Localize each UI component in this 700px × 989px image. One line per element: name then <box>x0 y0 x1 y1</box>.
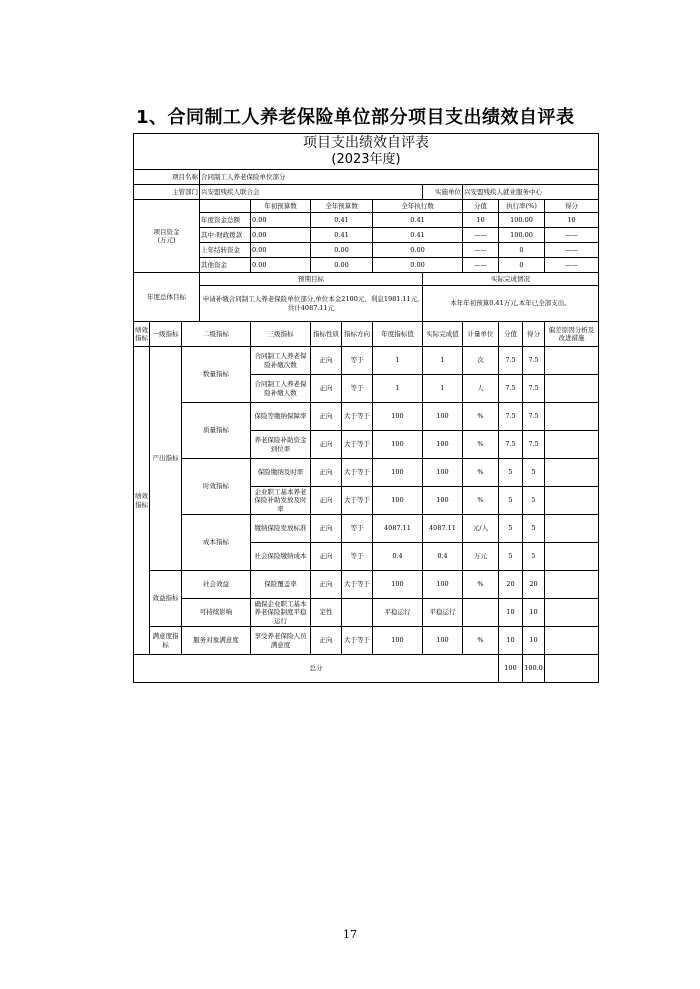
social-label: 社会效益 <box>182 571 251 599</box>
row-actual: 平稳运行 <box>423 599 463 627</box>
row-unit: 人 <box>463 375 499 403</box>
row-target: 1 <box>373 375 423 403</box>
row-nature: 定性 <box>311 599 342 627</box>
funds-header-score-val: 分值 <box>463 200 499 213</box>
row-unit: 万元 <box>463 543 499 571</box>
row-target: 1 <box>373 347 423 375</box>
funds-row-rate: 100.00 <box>499 228 545 243</box>
table-row <box>134 515 599 543</box>
row-direction: 等于 <box>342 515 373 543</box>
funds-row-annual: 0.41 <box>311 228 373 243</box>
funds-row-executed: 0.00 <box>373 243 463 258</box>
ind-header-level3: 三级指标 <box>251 322 311 347</box>
row-deviation <box>545 487 599 515</box>
actual-text: 本年年初预算0.41万元,本年已全部支出。 <box>423 286 599 322</box>
row-direction: 大于等于 <box>342 487 373 515</box>
row-score-val: 10 <box>499 599 523 627</box>
row-nature: 正向 <box>311 347 342 375</box>
funds-row-initial: 0.00 <box>251 243 311 258</box>
funds-row-annual: 0.41 <box>311 213 373 228</box>
funds-row-score: —— <box>545 258 599 273</box>
impl-value: 兴安盟残疾人就业服务中心 <box>463 185 599 200</box>
row-nature: 正向 <box>311 543 342 571</box>
row-target: 100 <box>373 431 423 459</box>
row-name: 享受养老保险人员满意度 <box>251 627 311 655</box>
row-score-val: 5 <box>499 515 523 543</box>
row-actual: 100 <box>423 403 463 431</box>
row-name: 合同制工人养老保险补缴人数 <box>251 375 311 403</box>
funds-row-initial: 0.00 <box>251 213 311 228</box>
row-deviation <box>545 347 599 375</box>
row-name: 养老保险补助资金到位率 <box>251 431 311 459</box>
funds-row-score: —— <box>545 243 599 258</box>
row-actual: 100 <box>423 459 463 487</box>
row-score: 10 <box>523 599 545 627</box>
row-direction: 大于等于 <box>342 431 373 459</box>
row-name: 合同制工人养老保险补缴次数 <box>251 347 311 375</box>
table-row <box>134 403 599 431</box>
row-score: 10 <box>523 627 545 655</box>
row-actual: 100 <box>423 571 463 599</box>
row-score: 7.5 <box>523 403 545 431</box>
funds-row-label: 上年结转资金 <box>200 243 251 258</box>
table-row <box>134 599 599 627</box>
funds-row-rate: 0 <box>499 258 545 273</box>
dept-label: 主管部门 <box>134 185 200 200</box>
row-direction: 等于 <box>342 347 373 375</box>
row-actual: 100 <box>423 627 463 655</box>
row-score-val: 5 <box>499 543 523 571</box>
funds-row-label: 其中:财政拨款 <box>200 228 251 243</box>
row-deviation <box>545 515 599 543</box>
project-name: 合同制工人养老保险单位部分 <box>200 170 599 185</box>
funds-row-annual: 0.00 <box>311 258 373 273</box>
row-deviation <box>545 431 599 459</box>
funds-header-score: 得分 <box>545 200 599 213</box>
sustain-label: 可持续影响 <box>182 599 251 627</box>
row-direction: 大于等于 <box>342 627 373 655</box>
funds-row <box>134 243 599 258</box>
row-direction <box>342 599 373 627</box>
funds-header-initial: 年初预算数 <box>251 200 311 213</box>
row-nature: 正向 <box>311 571 342 599</box>
table-subtitle: (2023年度) <box>331 152 401 167</box>
funds-row-score-val: —— <box>463 243 499 258</box>
timeliness-label: 时效指标 <box>182 459 251 515</box>
row-score-val: 20 <box>499 571 523 599</box>
ind-header-deviation: 偏差原因分析及改进措施 <box>545 322 599 347</box>
impl-label: 实施单位 <box>423 185 463 200</box>
row-score: 7.5 <box>523 431 545 459</box>
row-direction: 大于等于 <box>342 459 373 487</box>
row-name: 企业职工基本养老保险补助发放及时率 <box>251 487 311 515</box>
row-score: 7.5 <box>523 375 545 403</box>
row-deviation <box>545 375 599 403</box>
row-deviation <box>545 543 599 571</box>
row-score-val: 5 <box>499 487 523 515</box>
total-score: 100.0 <box>523 655 545 683</box>
row-deviation <box>545 599 599 627</box>
row-deviation <box>545 571 599 599</box>
funds-row-label: 其他资金 <box>200 258 251 273</box>
row-target: 100 <box>373 627 423 655</box>
funds-row-rate: 0 <box>499 243 545 258</box>
funds-row-initial: 0.00 <box>251 258 311 273</box>
row-score-val: 5 <box>499 459 523 487</box>
row-direction: 等于 <box>342 543 373 571</box>
expected-text: 申请补缴合同制工人养老保险单位部分,单位本金2100元、利息1981.11元,共计4087.11元 <box>200 286 423 322</box>
row-actual: 1 <box>423 347 463 375</box>
quantity-label: 数量指标 <box>182 347 251 403</box>
funds-header-executed: 全年执行数 <box>373 200 463 213</box>
ind-header-level1: 一级指标 <box>150 322 182 347</box>
funds-header-rate: 执行率(%) <box>499 200 545 213</box>
funds-label: 项目资金 (万元) <box>134 200 200 273</box>
funds-header-annual: 全年预算数 <box>311 200 373 213</box>
row-name: 确保企业职工基本养老保险制度平稳运行 <box>251 599 311 627</box>
row-actual: 100 <box>423 431 463 459</box>
table-row <box>134 571 599 599</box>
row-score: 5 <box>523 459 545 487</box>
row-deviation <box>545 403 599 431</box>
benefit-label: 效益指标 <box>150 571 182 627</box>
row-target: 100 <box>373 487 423 515</box>
perf-label: 绩效指标 <box>134 347 150 655</box>
row-nature: 正向 <box>311 459 342 487</box>
row-score-val: 7.5 <box>499 403 523 431</box>
row-actual: 4087.11 <box>423 515 463 543</box>
funds-row <box>134 258 599 273</box>
cost-label: 成本指标 <box>182 515 251 571</box>
table-row <box>134 627 599 655</box>
row-name: 保险覆盖率 <box>251 571 311 599</box>
row-target: 100 <box>373 459 423 487</box>
row-deviation <box>545 459 599 487</box>
row-direction: 等于 <box>342 375 373 403</box>
ind-header-score: 得分 <box>523 322 545 347</box>
row-unit: % <box>463 487 499 515</box>
funds-row-annual: 0.00 <box>311 243 373 258</box>
satisfaction-label: 满意度指标 <box>150 627 182 655</box>
row-nature: 正向 <box>311 515 342 543</box>
row-nature: 正向 <box>311 487 342 515</box>
row-name: 保险缴纳及时率 <box>251 459 311 487</box>
performance-table <box>133 133 599 683</box>
funds-row <box>134 228 599 243</box>
row-score-val: 7.5 <box>499 431 523 459</box>
ind-header-nature: 指标性质 <box>311 322 342 347</box>
funds-row-initial: 0.00 <box>251 228 311 243</box>
row-score-val: 7.5 <box>499 347 523 375</box>
service-label: 服务对象满意度 <box>182 627 251 655</box>
total-label: 总分 <box>134 655 499 683</box>
funds-row-score: 10 <box>545 213 599 228</box>
row-name: 缴纳保险发放标准 <box>251 515 311 543</box>
funds-row-executed: 0.41 <box>373 213 463 228</box>
row-unit: 元/人 <box>463 515 499 543</box>
row-score-val: 7.5 <box>499 375 523 403</box>
row-unit: % <box>463 459 499 487</box>
row-target: 100 <box>373 403 423 431</box>
funds-row-score: —— <box>545 228 599 243</box>
ind-header-target: 年度指标值 <box>373 322 423 347</box>
row-unit: 次 <box>463 347 499 375</box>
row-direction: 大于等于 <box>342 571 373 599</box>
table-title: 项目支出绩效自评表 <box>303 135 429 151</box>
quality-label: 质量指标 <box>182 403 251 459</box>
row-actual: 100 <box>423 487 463 515</box>
ind-header-direction: 指标方向 <box>342 322 373 347</box>
ind-header-actual: 实际完成值 <box>423 322 463 347</box>
row-score: 5 <box>523 515 545 543</box>
row-unit: % <box>463 431 499 459</box>
row-nature: 正向 <box>311 431 342 459</box>
row-target: 4087.11 <box>373 515 423 543</box>
row-actual: 0.4 <box>423 543 463 571</box>
output-label: 产出指标 <box>150 347 182 571</box>
row-nature: 正向 <box>311 403 342 431</box>
row-score: 7.5 <box>523 347 545 375</box>
table-row <box>134 347 599 375</box>
funds-row-rate: 100.00 <box>499 213 545 228</box>
row-name: 社会保险缴纳成本 <box>251 543 311 571</box>
row-nature: 正向 <box>311 627 342 655</box>
funds-row-label: 年度资金总额 <box>200 213 251 228</box>
funds-row-executed: 0.00 <box>373 258 463 273</box>
funds-row-executed: 0.41 <box>373 228 463 243</box>
ind-header-score-val: 分值 <box>499 322 523 347</box>
total-score-val: 100 <box>499 655 523 683</box>
row-unit: % <box>463 627 499 655</box>
row-unit: % <box>463 571 499 599</box>
ind-header-level2: 二级指标 <box>182 322 251 347</box>
dept-value: 兴安盟残疾人联合会 <box>200 185 423 200</box>
row-nature: 正向 <box>311 375 342 403</box>
row-unit <box>463 599 499 627</box>
row-target: 100 <box>373 571 423 599</box>
row-actual: 1 <box>423 375 463 403</box>
ind-header-perf: 绩效指标 <box>134 322 150 347</box>
project-name-label: 项目名称 <box>134 170 200 185</box>
expected-label: 预期目标 <box>200 273 423 286</box>
table-title-cell <box>134 134 599 170</box>
funds-row-score-val: —— <box>463 228 499 243</box>
row-deviation <box>545 627 599 655</box>
funds-row-score-val: 10 <box>463 213 499 228</box>
row-target: 平稳运行 <box>373 599 423 627</box>
table-row <box>134 459 599 487</box>
total-deviation <box>545 655 599 683</box>
row-score: 5 <box>523 543 545 571</box>
funds-row-score-val: —— <box>463 258 499 273</box>
ind-header-unit: 计量单位 <box>463 322 499 347</box>
row-score-val: 10 <box>499 627 523 655</box>
row-direction: 大于等于 <box>342 403 373 431</box>
row-unit: % <box>463 403 499 431</box>
goal-label: 年度总体目标 <box>134 273 200 322</box>
row-score: 5 <box>523 487 545 515</box>
funds-row <box>134 213 599 228</box>
funds-header-blank <box>200 200 251 213</box>
row-name: 保险等缴纳保障率 <box>251 403 311 431</box>
actual-label: 实际完成情况 <box>423 273 599 286</box>
page-heading: 1、合同制工人养老保险单位部分项目支出绩效自评表 <box>136 107 575 128</box>
row-score: 20 <box>523 571 545 599</box>
page-number: 17 <box>343 928 357 941</box>
row-target: 0.4 <box>373 543 423 571</box>
